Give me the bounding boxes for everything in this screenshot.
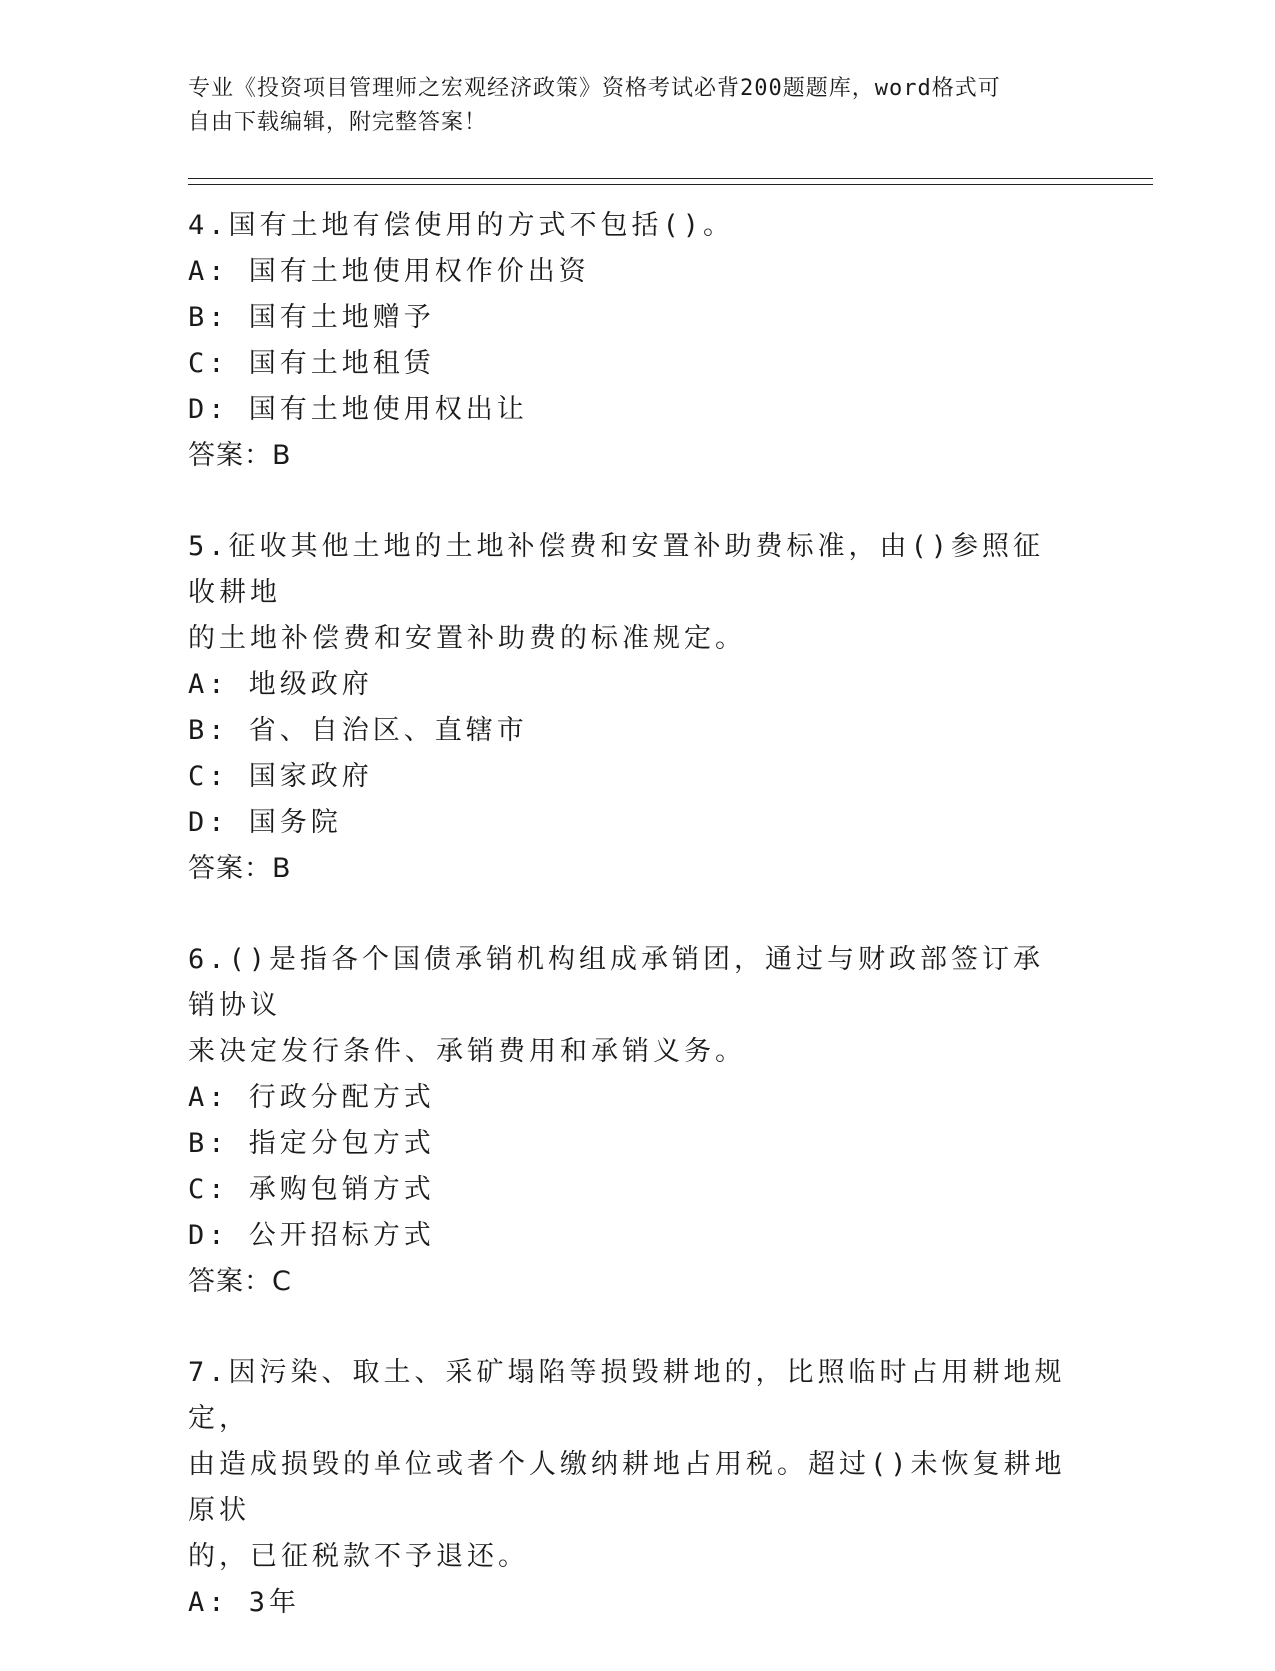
document-header (188, 72, 1068, 140)
question-stem: 7.因污染、取土、采矿塌陷等损毁耕地的，比照临时占用耕地规定， (188, 1357, 1066, 1434)
question-stem: 6.()是指各个国债承销机构组成承销团，通过与财政部签订承销协议 (188, 944, 1045, 1021)
option-d: D: 国有土地使用权出让 (188, 394, 528, 425)
question-stem-continued: 的土地补偿费和安置补助费的标准规定。 (188, 623, 746, 654)
option-a: A: 3年 (188, 1587, 301, 1618)
option-c: C: 承购包销方式 (188, 1174, 435, 1205)
answer-text: 答案：B (188, 440, 292, 471)
answer-text: 答案：C (188, 1266, 292, 1297)
answer-text: 答案：B (188, 853, 292, 884)
question-stem-continued: 来决定发行条件、承销费用和承销义务。 (188, 1036, 746, 1067)
question-stem: 5.征收其他土地的土地补偿费和安置补助费标准，由()参照征收耕地 (188, 531, 1045, 608)
option-a: A: 行政分配方式 (188, 1082, 435, 1113)
option-d: D: 国务院 (188, 807, 342, 838)
question-stem-continued: 由造成损毁的单位或者个人缴纳耕地占用税。超过()未恢复耕地原状 (188, 1449, 1066, 1526)
header-divider-top (188, 178, 1153, 179)
header-line-2: 自由下载编辑，附完整答案！ (188, 110, 488, 135)
option-a: A: 地级政府 (188, 669, 373, 700)
question-4 (188, 203, 1068, 479)
option-d: D: 公开招标方式 (188, 1220, 435, 1251)
question-7 (188, 1350, 1068, 1626)
header-line-1: 专业《投资项目管理师之宏观经济政策》资格考试必背200题题库，word格式可 (188, 76, 1001, 101)
question-list (188, 203, 1068, 1671)
option-b: B: 国有土地赠予 (188, 302, 435, 333)
question-stem-continued: 的，已征税款不予退还。 (188, 1541, 529, 1572)
question-6 (188, 937, 1068, 1305)
option-b: B: 省、自治区、直辖市 (188, 715, 528, 746)
question-5 (188, 524, 1068, 892)
header-divider-bottom (188, 184, 1153, 185)
option-b: B: 指定分包方式 (188, 1128, 435, 1159)
option-c: C: 国有土地租赁 (188, 348, 435, 379)
option-c: C: 国家政府 (188, 761, 373, 792)
question-stem: 4.国有土地有偿使用的方式不包括()。 (188, 210, 735, 241)
option-a: A: 国有土地使用权作价出资 (188, 256, 590, 287)
